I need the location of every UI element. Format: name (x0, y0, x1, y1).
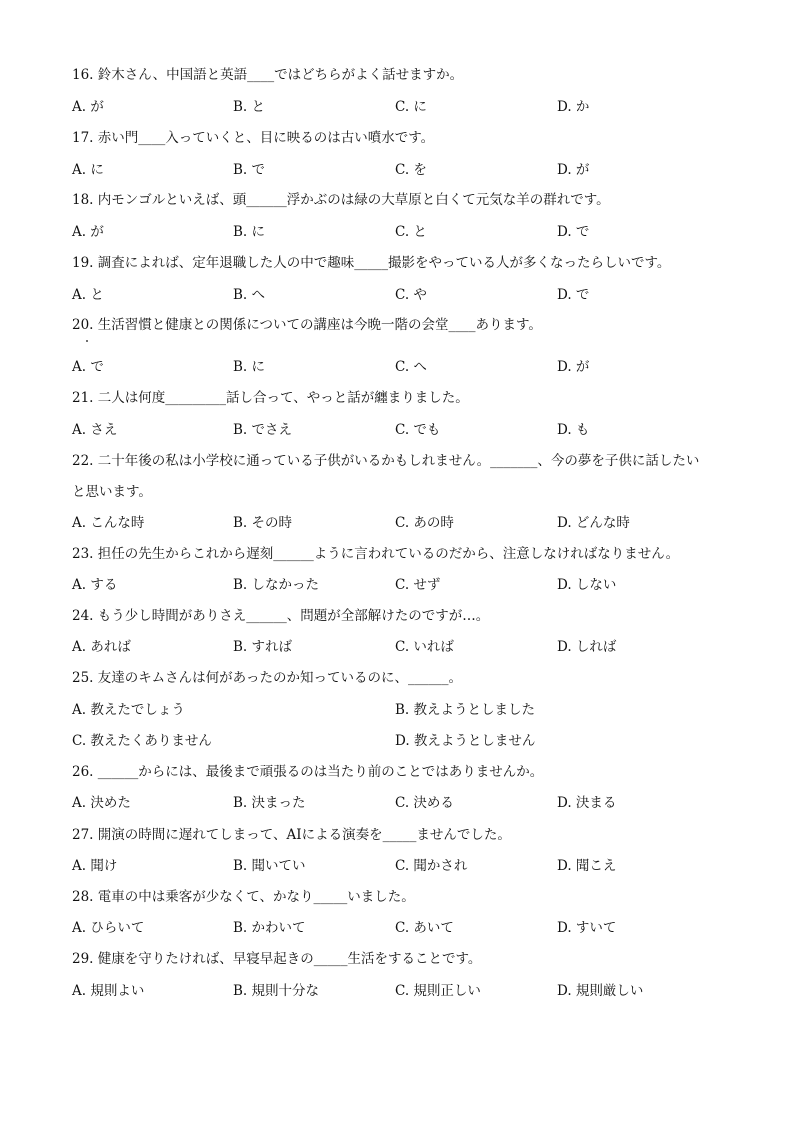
question-24-option-b: B. すれば (233, 639, 293, 655)
question-21-option-a: A. さえ (72, 422, 118, 438)
question-26-option-c: C. 決める (395, 795, 454, 811)
question-18-option-b: B. に (233, 224, 266, 240)
question-16-option-d: D. か (557, 99, 590, 115)
question-17-option-a: A. に (72, 162, 104, 178)
question-18-option-d: D. で (557, 224, 590, 240)
question-29-stem: 29. 健康を守りたければ、早寝早起きの_____生活をすることです。 (72, 951, 482, 967)
question-19-option-d: D. で (557, 287, 590, 303)
question-22-stem-continued: と思います。 (72, 484, 152, 500)
question-19-stem: 19. 調査によれば、定年退職した人の中で趣味_____撮影をやっている人が多くなったらしいです。 (72, 255, 671, 271)
question-27-option-c: C. 聞かされ (395, 858, 468, 874)
question-26-option-a: A. 決めた (72, 795, 131, 811)
question-24-stem: 24. もう少し時間がありさえ______、問題が全部解けたのですが…。 (72, 608, 490, 624)
question-21-option-c: C. でも (395, 422, 441, 438)
question-23-option-c: C. せず (395, 577, 441, 593)
question-27-option-d: D. 聞こえ (557, 858, 617, 874)
question-22-option-a: A. こんな時 (72, 515, 145, 531)
question-25-option-b: B. 教えようとしました (395, 702, 536, 718)
question-19-option-b: B. へ (233, 287, 266, 303)
question-26-option-b: B. 決まった (233, 795, 306, 811)
question-21-stem: 21. 二人は何度_________話し合って、やっと話が纏まりました。 (72, 390, 469, 406)
question-23-option-a: A. する (72, 577, 118, 593)
question-20-option-b: B. に (233, 359, 266, 375)
question-24-option-d: D. しれば (557, 639, 617, 655)
question-22-option-b: B. その時 (233, 515, 293, 531)
question-29-option-b: B. 規則十分な (233, 983, 320, 999)
question-27-option-b: B. 聞いてい (233, 858, 306, 874)
question-23-option-b: B. しなかった (233, 577, 320, 593)
stray-mark (86, 340, 88, 342)
question-25-stem: 25. 友達のキムさんは何があったのか知っているのに、______。 (72, 670, 462, 686)
question-28-option-c: C. あいて (395, 920, 454, 936)
question-29-option-c: C. 規則正しい (395, 983, 481, 999)
question-17-option-c: C. を (395, 162, 427, 178)
question-19-option-c: C. や (395, 287, 427, 303)
question-19-option-a: A. と (72, 287, 104, 303)
question-20-option-c: C. へ (395, 359, 427, 375)
question-16-option-c: C. に (395, 99, 427, 115)
question-21-option-d: D. も (557, 422, 590, 438)
question-28-stem: 28. 電車の中は乗客が少なくて、かなり_____いました。 (72, 889, 415, 905)
question-24-option-c: C. いれば (395, 639, 454, 655)
question-27-stem: 27. 開演の時間に遅れてしまって、AIによる演奏を_____ませんでした。 (72, 827, 511, 843)
question-28-option-a: A. ひらいて (72, 920, 145, 936)
question-26-stem: 26. ______からには、最後まで頑張るのは当たり前のことではありませんか。 (72, 764, 544, 780)
question-20-option-a: A. で (72, 359, 104, 375)
question-20-stem: 20. 生活習慣と健康との関係についての講座は今晩一階の会堂____あります。 (72, 317, 542, 333)
question-16-option-b: B. と (233, 99, 266, 115)
question-28-option-d: D. すいて (557, 920, 617, 936)
question-26-option-d: D. 決まる (557, 795, 617, 811)
question-25-option-d: D. 教えようとしません (395, 733, 536, 749)
question-22-option-c: C. あの時 (395, 515, 454, 531)
question-22-option-d: D. どんな時 (557, 515, 630, 531)
question-17-stem: 17. 赤い門____入っていくと、目に映るのは古い噴水です。 (72, 130, 435, 146)
question-29-option-d: D. 規則厳しい (557, 983, 644, 999)
question-16-stem: 16. 鈴木さん、中国語と英語____ではどちらがよく話せますか。 (72, 67, 464, 83)
question-18-option-c: C. と (395, 224, 427, 240)
question-25-option-c: C. 教えたくありません (72, 733, 212, 749)
question-27-option-a: A. 聞け (72, 858, 118, 874)
question-25-option-a: A. 教えたでしょう (72, 702, 185, 718)
question-17-option-d: D. が (557, 162, 590, 178)
question-22-stem: 22. 二十年後の私は小学校に通っている子供がいるかもしれません。_______、今の夢を子供に話したい (72, 453, 700, 469)
question-29-option-a: A. 規則よい (72, 983, 145, 999)
question-21-option-b: B. でさえ (233, 422, 293, 438)
question-23-option-d: D. しない (557, 577, 617, 593)
question-16-option-a: A. が (72, 99, 104, 115)
question-28-option-b: B. かわいて (233, 920, 306, 936)
question-24-option-a: A. あれば (72, 639, 131, 655)
question-18-stem: 18. 内モンゴルといえば、頭______浮かぶのは緑の大草原と白くて元気な羊の群れです。 (72, 192, 610, 208)
question-23-stem: 23. 担任の先生からこれから遅刻______ように言われているのだから、注意しなければなりません。 (72, 546, 680, 562)
question-18-option-a: A. が (72, 224, 104, 240)
question-17-option-b: B. で (233, 162, 266, 178)
question-20-option-d: D. が (557, 359, 590, 375)
